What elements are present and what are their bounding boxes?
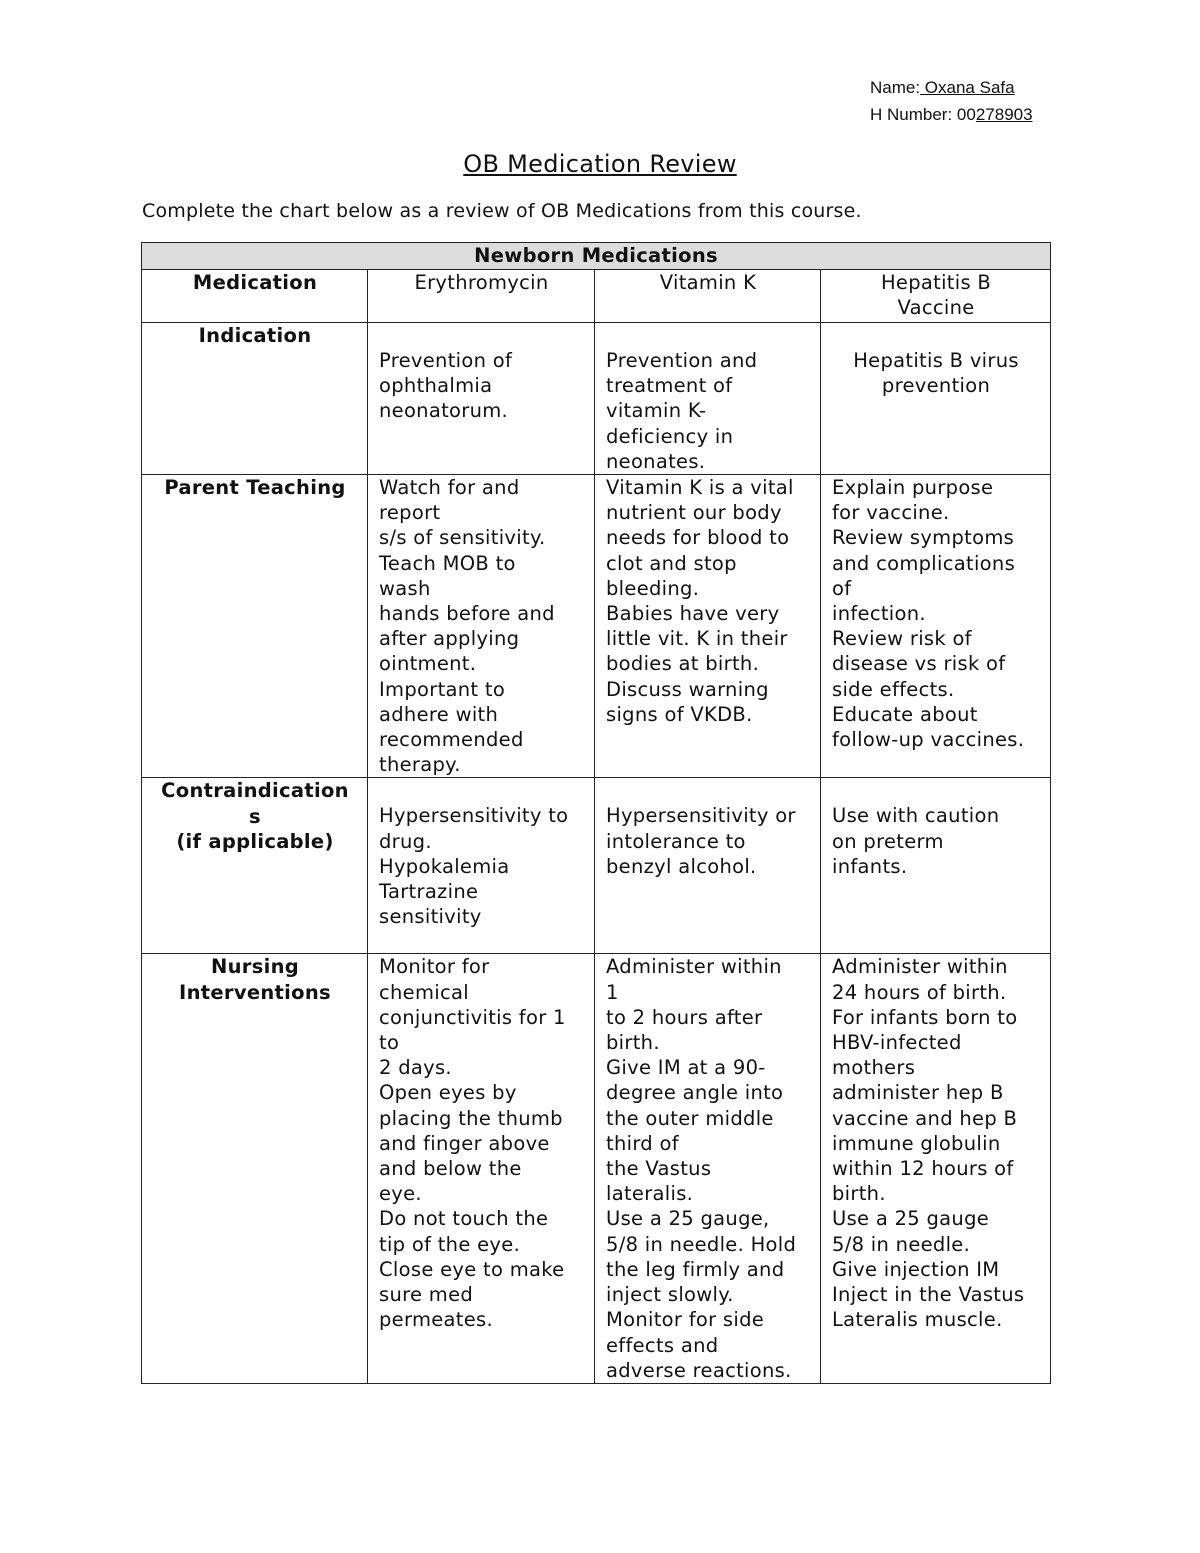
cell-line: Monitor for side (606, 1308, 765, 1332)
cell-line: after applying (379, 627, 520, 651)
cell-line: permeates. (379, 1308, 493, 1332)
cell-line: neonates. (606, 449, 706, 473)
cell-line: to (379, 1031, 400, 1055)
cell-line: to 2 hours after (606, 1005, 763, 1029)
cell-line: Hypersensitivity or (606, 804, 796, 828)
student-info (870, 74, 1033, 128)
cell-line: on preterm (832, 829, 944, 853)
nursing-interventions-label (142, 954, 368, 1383)
cell-line: recommended (379, 728, 524, 752)
contraindications-label (142, 778, 368, 954)
parent-teaching-hepatitis-b (821, 475, 1051, 778)
nursing-vitamin-k (595, 954, 821, 1383)
cell-line: Close eye to make (379, 1257, 565, 1281)
cell-line: Review symptoms (832, 526, 1015, 550)
parent-teaching-erythromycin (368, 475, 595, 778)
cell-line: disease vs risk of (832, 652, 1006, 676)
cell-line: administer hep B (832, 1081, 1004, 1105)
cell-line: Review risk of (832, 627, 972, 651)
medication-label: Medication (142, 270, 368, 323)
cell-line: side effects. (832, 677, 955, 701)
cell-line: Hypokalemia (379, 854, 510, 878)
intro-text: Complete the chart below as a review of OB Medications from this course. (142, 200, 862, 222)
cell-line: sure med (379, 1283, 474, 1307)
col-hepatitis-b-line1: Hepatitis B (880, 271, 992, 294)
cell-line: neonatorum. (379, 399, 509, 423)
cell-line: birth. (832, 1182, 886, 1206)
page-title: OB Medication Review (463, 150, 737, 178)
cell-line: Hypersensitivity to (379, 804, 569, 828)
cell-line: 2 days. (379, 1056, 452, 1080)
cell-line: the leg firmly and (606, 1257, 785, 1281)
cell-line: Teach MOB to (379, 551, 516, 575)
cell-line: third of (606, 1131, 679, 1155)
col-hepatitis-b-line2: Vaccine (897, 296, 975, 320)
cell-line: hands before and (379, 602, 555, 626)
cell-line: ophthalmia (379, 374, 493, 398)
cell-line: deficiency in (606, 424, 734, 448)
cell-line: little vit. K in their (606, 627, 788, 651)
cell-line: Educate about (832, 702, 978, 726)
indication-vitamin-k (595, 323, 821, 475)
cell-line: wash (379, 576, 431, 600)
cell-line: tip of the eye. (379, 1232, 521, 1256)
cell-line: 5/8 in needle. Hold (606, 1232, 797, 1256)
cell-line: Administer within (832, 955, 1008, 979)
cell-line: eye. (379, 1182, 422, 1206)
col-hepatitis-b (821, 270, 1051, 323)
indication-row (142, 323, 1051, 475)
section-title: Newborn Medications (142, 243, 1051, 270)
cell-line: Prevention of (379, 349, 513, 372)
cell-line: chemical (379, 980, 469, 1004)
cell-line: Give injection IM (832, 1257, 1000, 1281)
cell-line: 24 hours of birth. (832, 980, 1007, 1004)
cell-line: sensitivity (379, 905, 482, 929)
cell-line: prevention (881, 374, 991, 398)
cell-line: 1 (606, 980, 619, 1004)
cell-line: nutrient our body (606, 501, 782, 525)
cell-line: Prevention and (606, 349, 758, 372)
cell-line: intolerance to (606, 829, 746, 853)
cell-line: vaccine and hep B (832, 1106, 1018, 1130)
cell-line: Open eyes by (379, 1081, 517, 1105)
cell-line: Explain purpose (832, 476, 994, 500)
col-vitamin-k: Vitamin K (595, 270, 821, 323)
hnumber-value: 278903 (975, 105, 1033, 124)
cell-line: Discuss warning (606, 677, 769, 701)
cell-line: the Vastus (606, 1157, 712, 1181)
section-header-row (142, 243, 1051, 270)
cell-line: within 12 hours of (832, 1157, 1014, 1181)
cell-line: adhere with (379, 702, 499, 726)
nursing-label-line2: Interventions (179, 980, 331, 1004)
nursing-label-line1: Nursing (210, 955, 300, 979)
cell-line: therapy. (379, 753, 461, 777)
cell-line: conjunctivitis for 1 (379, 1005, 566, 1029)
cell-line: effects and (606, 1333, 719, 1357)
indication-hepatitis-b (821, 323, 1051, 475)
cell-line: Give IM at a 90- (606, 1056, 766, 1080)
cell-line: Use with caution (832, 804, 1000, 828)
contraindications-label-line1: Contraindication (161, 779, 349, 803)
contraindications-hepatitis-b (821, 778, 1051, 954)
cell-line: Inject in the Vastus (832, 1283, 1025, 1307)
cell-line: report (379, 501, 441, 525)
name-row (870, 74, 1033, 101)
cell-line: vitamin K- (606, 399, 707, 423)
indication-label: Indication (142, 323, 368, 475)
cell-line: and finger above (379, 1131, 550, 1155)
cell-line: Lateralis muscle. (832, 1308, 1003, 1332)
cell-line: Important to (379, 677, 506, 701)
cell-line: the outer middle (606, 1106, 774, 1130)
contraindications-label-line3: (if applicable) (176, 829, 334, 853)
cell-line: benzyl alcohol. (606, 854, 757, 878)
name-label: Name: (870, 78, 921, 97)
cell-line: ointment. (379, 652, 477, 676)
medication-header-row (142, 270, 1051, 323)
parent-teaching-vitamin-k (595, 475, 821, 778)
indication-erythromycin (368, 323, 595, 475)
cell-line: Hepatitis B virus (853, 349, 1019, 372)
cell-line: infection. (832, 602, 926, 626)
cell-line: degree angle into (606, 1081, 784, 1105)
cell-line: Tartrazine (379, 880, 479, 904)
cell-line: Do not touch the (379, 1207, 549, 1231)
contraindications-label-line2: s (249, 804, 261, 828)
cell-line: drug. (379, 829, 432, 853)
cell-line: Babies have very (606, 602, 780, 626)
cell-line: For infants born to (832, 1005, 1018, 1029)
cell-line: placing the thumb (379, 1106, 563, 1130)
cell-line: signs of VKDB. (606, 702, 753, 726)
cell-line: inject slowly. (606, 1283, 734, 1307)
col-erythromycin: Erythromycin (368, 270, 595, 323)
cell-line: Vitamin K is a vital (606, 476, 794, 500)
cell-line: mothers (832, 1056, 916, 1080)
cell-line: Use a 25 gauge, (606, 1207, 770, 1231)
cell-line: and below the (379, 1157, 522, 1181)
cell-line: for vaccine. (832, 501, 950, 525)
cell-line: adverse reactions. (606, 1358, 792, 1382)
cell-line: immune globulin (832, 1131, 1001, 1155)
hnumber-label: H Number: (870, 105, 953, 124)
parent-teaching-row (142, 475, 1051, 778)
nursing-interventions-row (142, 954, 1051, 1383)
cell-line: bleeding. (606, 576, 700, 600)
newborn-medications-table (141, 242, 1051, 1384)
cell-line: Monitor for (379, 955, 490, 979)
cell-line: s/s of sensitivity. (379, 526, 546, 550)
cell-line: Use a 25 gauge (832, 1207, 990, 1231)
cell-line: bodies at birth. (606, 652, 760, 676)
nursing-hepatitis-b (821, 954, 1051, 1383)
cell-line: HBV-infected (832, 1031, 962, 1055)
cell-line: 5/8 in needle. (832, 1232, 971, 1256)
cell-line: treatment of (606, 374, 733, 398)
name-value: Oxana Safa (920, 78, 1015, 97)
contraindications-erythromycin (368, 778, 595, 954)
cell-line: of (832, 576, 852, 600)
cell-line: follow-up vaccines. (832, 728, 1025, 752)
cell-line: infants. (832, 854, 908, 878)
hnumber-row (870, 101, 1033, 128)
contraindications-row (142, 778, 1051, 954)
cell-line: Watch for and (379, 476, 520, 500)
cell-line: clot and stop (606, 551, 737, 575)
parent-teaching-label: Parent Teaching (142, 475, 368, 778)
cell-line: and complications (832, 551, 1016, 575)
cell-line: lateralis. (606, 1182, 694, 1206)
cell-line: needs for blood to (606, 526, 790, 550)
hnumber-prefix: 00 (952, 105, 976, 124)
contraindications-vitamin-k (595, 778, 821, 954)
nursing-erythromycin (368, 954, 595, 1383)
cell-line: Administer within (606, 955, 782, 979)
cell-line: birth. (606, 1031, 660, 1055)
